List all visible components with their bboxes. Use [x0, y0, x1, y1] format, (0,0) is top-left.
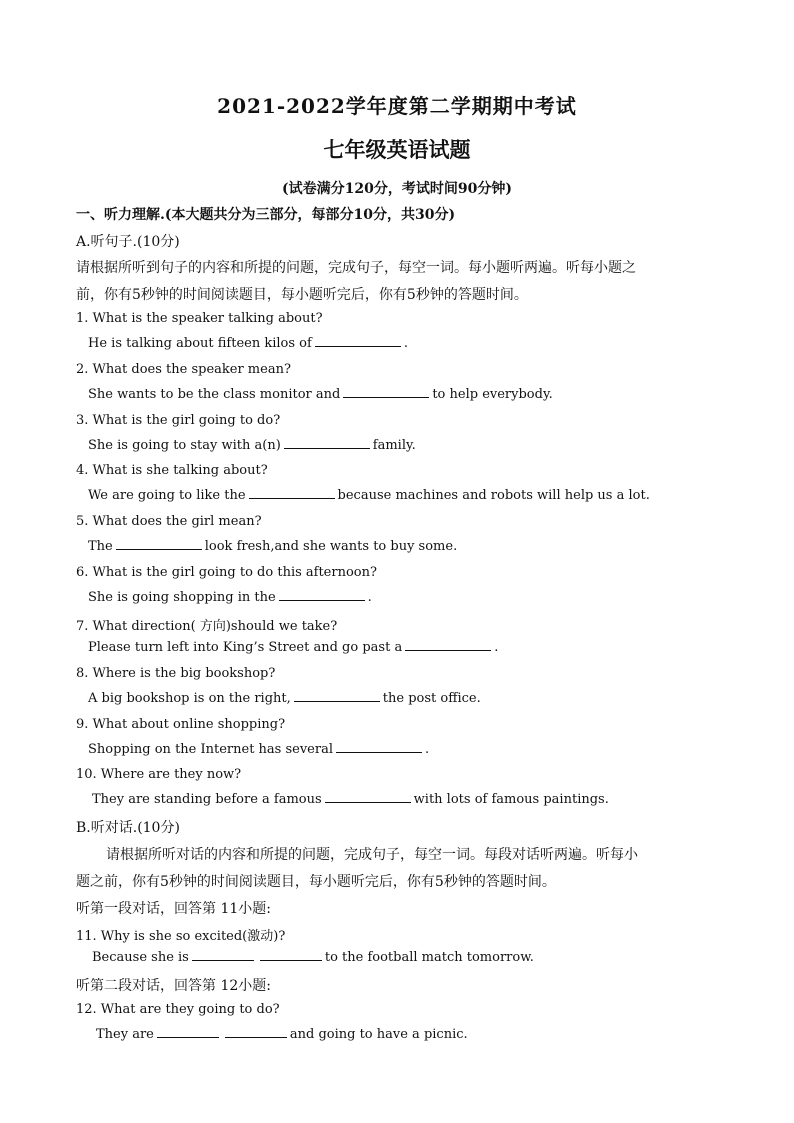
question-7: 7. What direction( 方向)should we take? — [76, 619, 338, 634]
answer-9: Shopping on the Internet has several . — [88, 742, 430, 757]
answer-11: Because she is to the football match tomorrow. — [92, 950, 534, 965]
answer-blank[interactable] — [336, 740, 422, 753]
answer-blank[interactable] — [325, 790, 411, 803]
question-3: 3. What is the girl going to do? — [76, 413, 281, 428]
answer-1: He is talking about fifteen kilos of . — [88, 336, 408, 351]
answer-8: A big bookshop is on the right, the post office. — [88, 691, 481, 706]
part-b-heading: B.听对话.(10分) — [76, 820, 180, 836]
question-12: 12. What are they going to do? — [76, 1002, 280, 1017]
section-heading: 一、听力理解.(本大题共分为三部分，每部分10分，共30分) — [76, 207, 456, 223]
answer-blank[interactable] — [260, 948, 322, 961]
question-6: 6. What is the girl going to do this afternoon? — [76, 565, 377, 580]
dialog-1-heading: 听第一段对话，回答第 11小题: — [76, 901, 271, 917]
part-a-heading: A.听句子.(10分) — [76, 234, 180, 250]
answer-12: They are and going to have a picnic. — [96, 1027, 468, 1042]
answer-blank[interactable] — [249, 486, 335, 499]
question-10: 10. Where are they now? — [76, 767, 242, 782]
answer-10: They are standing before a famous with lots of famous paintings. — [92, 792, 609, 807]
dialog-2-heading: 听第二段对话，回答第 12小题: — [76, 978, 271, 994]
answer-2: She wants to be the class monitor and to help everybody. — [88, 387, 553, 402]
answer-blank[interactable] — [279, 588, 365, 601]
question-8: 8. Where is the big bookshop? — [76, 666, 276, 681]
exam-note: (试卷满分120分，考试时间90分钟) — [282, 181, 512, 197]
answer-3: She is going to stay with a(n) family. — [88, 438, 416, 453]
part-b-instructions-1: 请根据所听对话的内容和所提的问题，完成句子，每空一词。每段对话听两遍。听每小 — [106, 847, 638, 863]
question-11: 11. Why is she so excited(激动)? — [76, 929, 286, 944]
answer-blank[interactable] — [294, 689, 380, 702]
answer-blank[interactable] — [116, 537, 202, 550]
answer-blank[interactable] — [343, 385, 429, 398]
answer-6: She is going shopping in the . — [88, 590, 372, 605]
answer-blank[interactable] — [284, 436, 370, 449]
part-a-instructions-2: 前，你有5秒钟的时间阅读题目，每小题听完后，你有5秒钟的答题时间。 — [76, 287, 528, 303]
answer-7: Please turn left into King’s Street and go past a . — [88, 640, 499, 655]
part-a-instructions-1: 请根据所听到句子的内容和所提的问题，完成句子，每空一词。每小题听两遍。听每小题之 — [76, 260, 636, 276]
answer-blank[interactable] — [315, 334, 401, 347]
question-5: 5. What does the girl mean? — [76, 514, 262, 529]
exam-subtitle: 七年级英语试题 — [323, 137, 471, 162]
question-1: 1. What is the speaker talking about? — [76, 311, 323, 326]
question-2: 2. What does the speaker mean? — [76, 362, 291, 377]
answer-5: The look fresh,and she wants to buy some. — [88, 539, 458, 554]
answer-blank[interactable] — [192, 948, 254, 961]
question-4: 4. What is she talking about? — [76, 463, 268, 478]
exam-title: 2021-2022学年度第二学期期中考试 — [217, 94, 577, 118]
answer-blank[interactable] — [405, 638, 491, 651]
answer-4: We are going to like the because machines and robots will help us a lot. — [88, 488, 650, 503]
part-b-instructions-2: 题之前，你有5秒钟的时间阅读题目，每小题听完后，你有5秒钟的答题时间。 — [76, 874, 556, 890]
answer-blank[interactable] — [225, 1025, 287, 1038]
answer-blank[interactable] — [157, 1025, 219, 1038]
question-9: 9. What about online shopping? — [76, 717, 286, 732]
